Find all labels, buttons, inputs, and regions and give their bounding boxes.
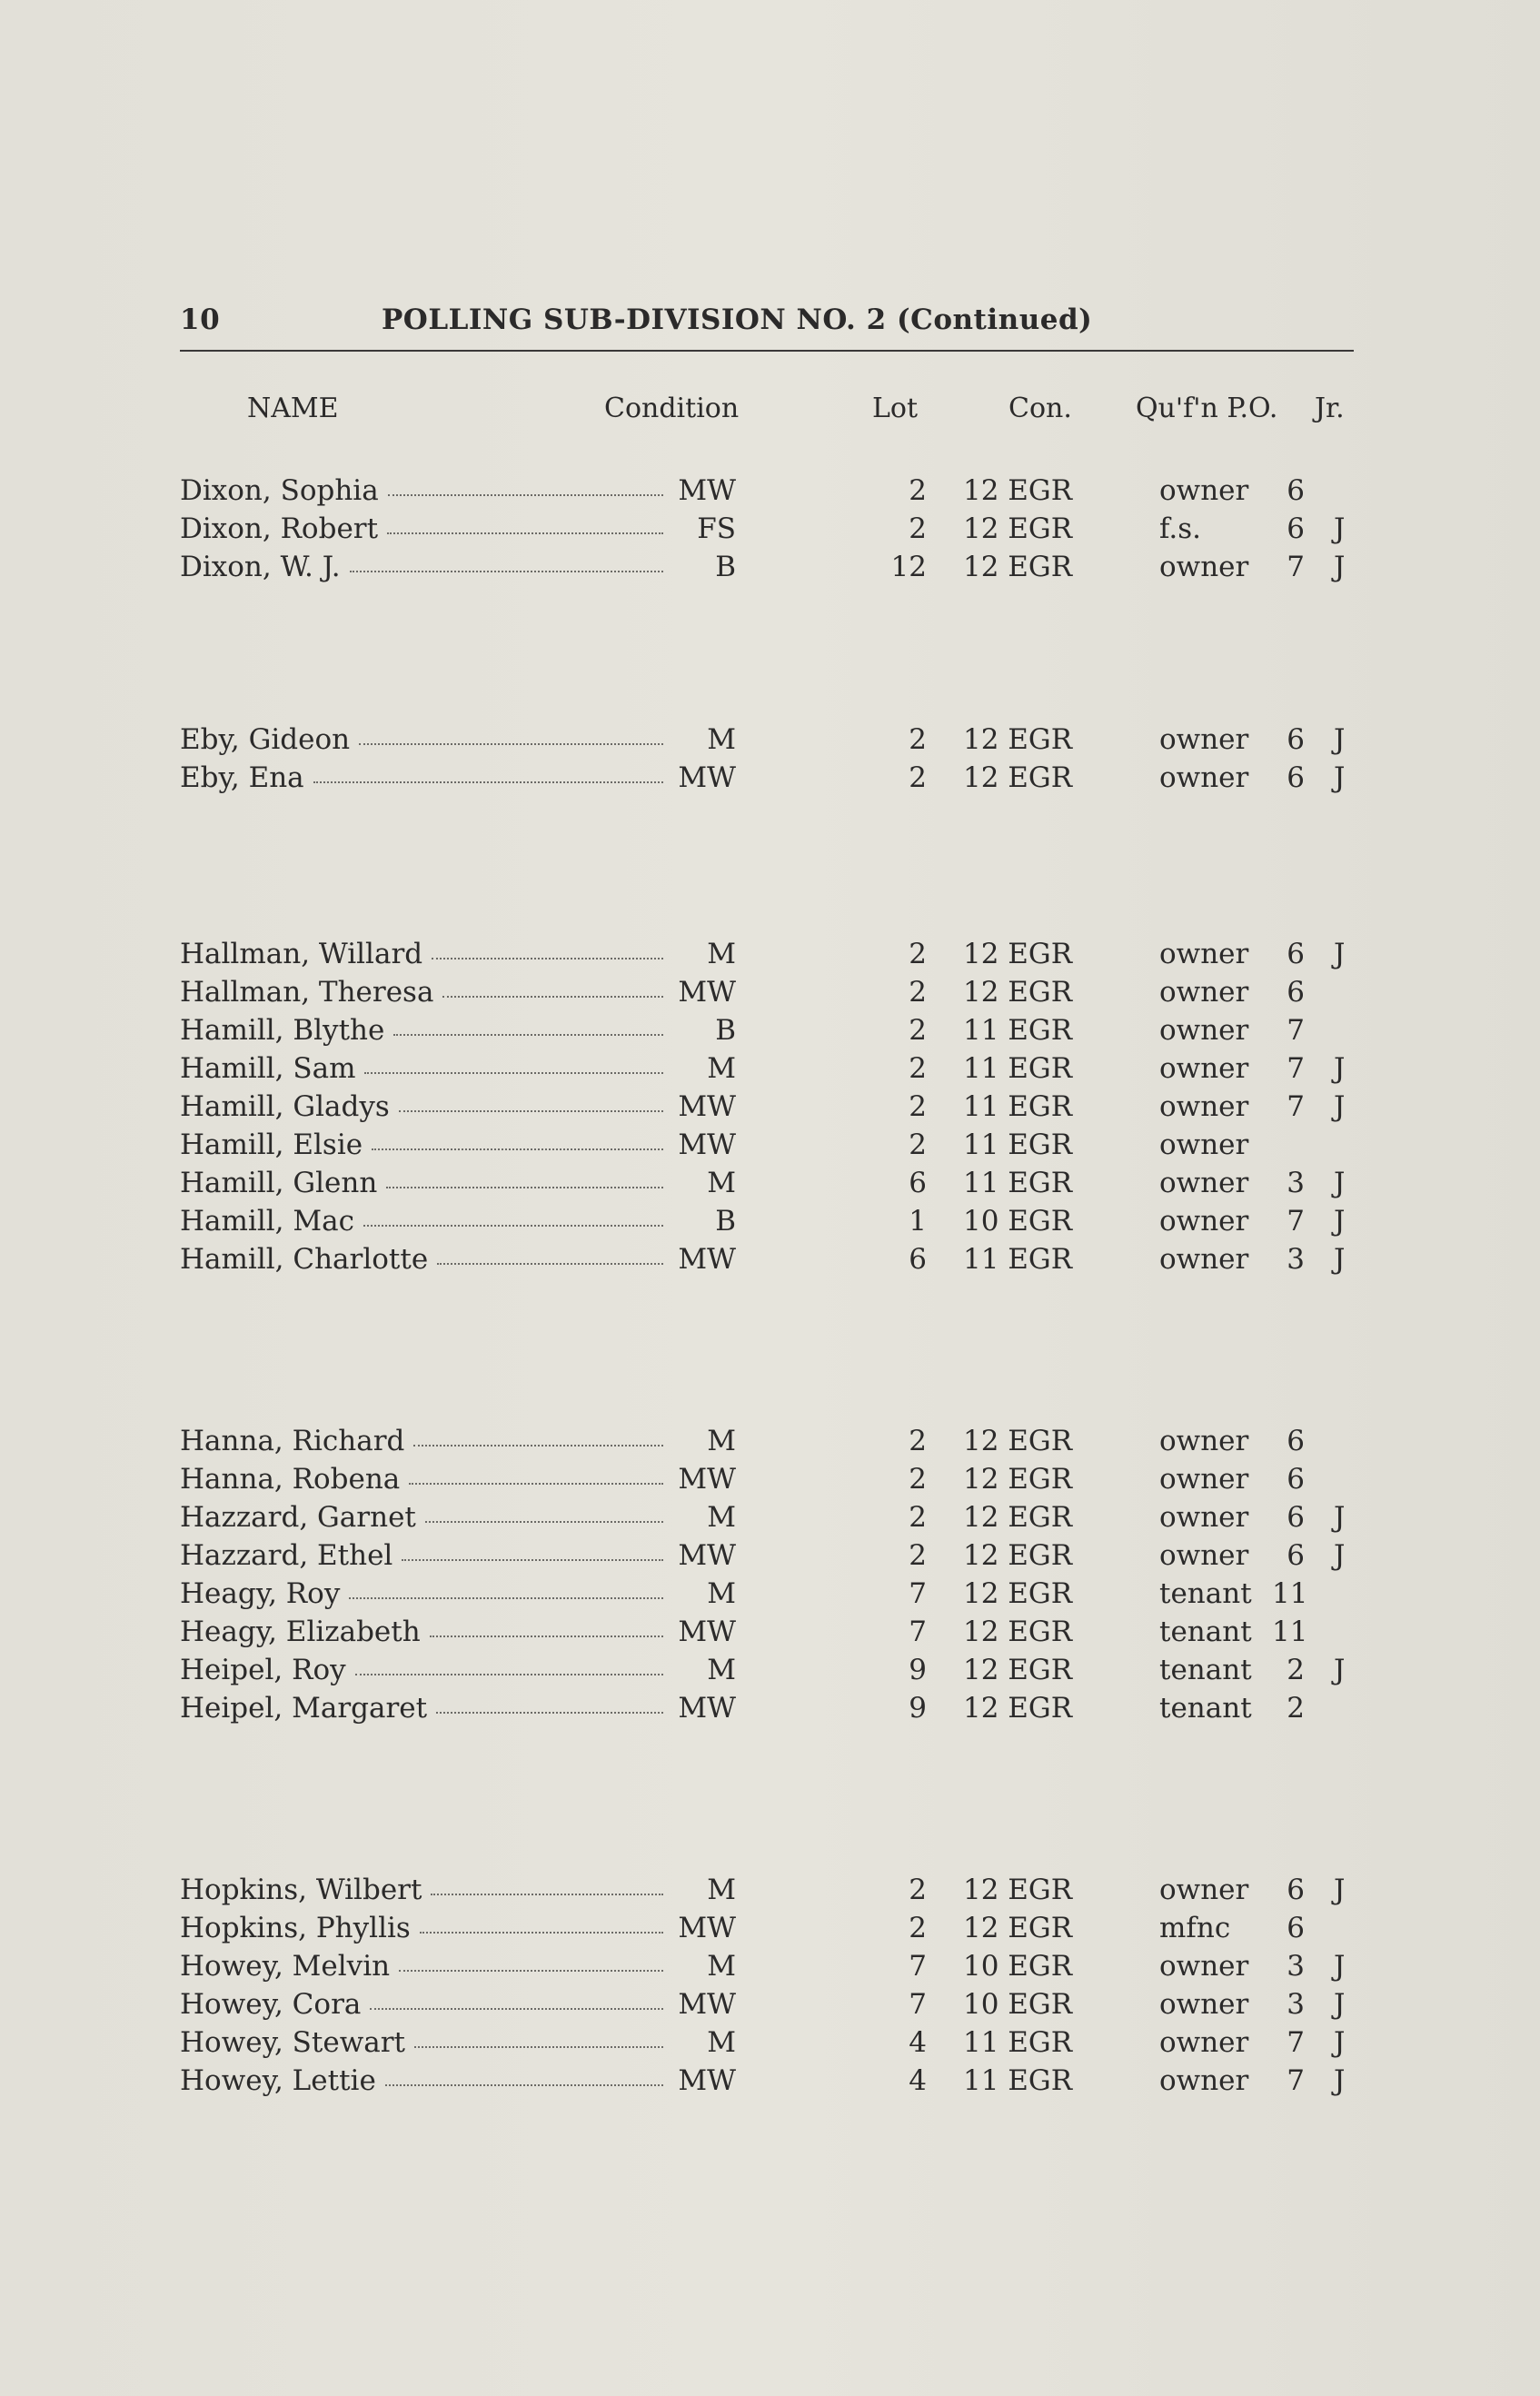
juror-cell: J (1334, 1874, 1346, 1906)
condition-cell: M (707, 1167, 736, 1199)
juror-cell: J (1334, 2064, 1346, 2097)
condition-cell: MW (678, 2064, 736, 2097)
table-row (0, 2064, 1540, 2103)
post-office-cell: 2 (1287, 1692, 1305, 1725)
lot-cell: 2 (909, 1912, 927, 1944)
qualification-cell: owner (1159, 1205, 1249, 1238)
lot-cell: 7 (909, 1950, 927, 1983)
qualification-cell: tenant (1159, 1692, 1252, 1725)
qualification-cell: owner (1159, 1167, 1249, 1199)
voter-name: Howey, Cora (180, 1988, 362, 2021)
condition-cell: M (707, 1950, 736, 1983)
post-office-cell: 3 (1287, 1243, 1305, 1276)
juror-cell: J (1334, 1501, 1346, 1534)
lot-cell: 2 (909, 1539, 927, 1572)
qualification-cell: owner (1159, 1090, 1249, 1123)
juror-cell: J (1334, 1167, 1346, 1199)
lot-cell: 2 (909, 1014, 927, 1047)
condition-cell: B (715, 551, 736, 583)
table-row (0, 1539, 1540, 1577)
lot-cell: 9 (909, 1654, 927, 1686)
lot-cell: 6 (909, 1243, 927, 1276)
qualification-cell: owner (1159, 723, 1249, 756)
voter-name: Howey, Lettie (180, 2064, 376, 2097)
condition-cell: MW (678, 1463, 736, 1496)
post-office-cell: 2 (1287, 1654, 1305, 1686)
table-row (0, 551, 1540, 589)
leader-dots (349, 1577, 663, 1599)
juror-cell: J (1334, 2026, 1346, 2059)
leader-dots (359, 723, 663, 745)
voter-name: Hanna, Richard (180, 1425, 405, 1457)
qualification-cell: owner (1159, 551, 1249, 583)
concession-cell: 10 EGR (963, 1950, 1073, 1983)
juror-cell: J (1334, 551, 1346, 583)
post-office-cell: 7 (1287, 1014, 1305, 1047)
page-title: POLLING SUB-DIVISION NO. 2 (Continued) (382, 303, 1093, 336)
voter-name: Hazzard, Ethel (180, 1539, 393, 1572)
juror-cell: J (1334, 1205, 1346, 1238)
voter-name: Hamill, Sam (180, 1052, 356, 1085)
leader-dots (355, 1654, 663, 1675)
voter-name: Dixon, Robert (180, 512, 379, 545)
qualification-cell: f.s. (1159, 512, 1201, 545)
voter-name: Heagy, Roy (180, 1577, 341, 1610)
column-header-lot: Lot (872, 393, 919, 424)
qualification-cell: tenant (1159, 1577, 1252, 1610)
voter-name: Heipel, Margaret (180, 1692, 428, 1725)
lot-cell: 7 (909, 1577, 927, 1610)
concession-cell: 11 EGR (963, 1128, 1073, 1161)
lot-cell: 4 (909, 2064, 927, 2097)
lot-cell: 1 (909, 1205, 927, 1238)
table-row (0, 761, 1540, 800)
voter-name: Hopkins, Wilbert (180, 1874, 422, 1906)
concession-cell: 11 EGR (963, 1243, 1073, 1276)
lot-cell: 2 (909, 512, 927, 545)
voter-name: Hanna, Robena (180, 1463, 401, 1496)
concession-cell: 12 EGR (963, 1501, 1073, 1534)
condition-cell: B (715, 1014, 736, 1047)
condition-cell: FS (697, 512, 736, 545)
juror-cell: J (1334, 1243, 1346, 1276)
header-rule (180, 350, 1354, 352)
voter-name: Howey, Stewart (180, 2026, 406, 2059)
voter-name: Heagy, Elizabeth (180, 1616, 421, 1648)
concession-cell: 12 EGR (963, 1654, 1073, 1686)
lot-cell: 2 (909, 1052, 927, 1085)
table-row (0, 1128, 1540, 1167)
condition-cell: M (707, 1052, 736, 1085)
post-office-cell: 7 (1287, 2064, 1305, 2097)
post-office-cell: 6 (1287, 1539, 1305, 1572)
leader-dots (313, 761, 663, 783)
table-row (0, 1692, 1540, 1730)
lot-cell: 2 (909, 1463, 927, 1496)
table-row (0, 1205, 1540, 1243)
column-header-qualification-po: Qu'f'n P.O. (1136, 393, 1278, 424)
concession-cell: 10 EGR (963, 1988, 1073, 2021)
voter-name: Eby, Gideon (180, 723, 351, 756)
juror-cell: J (1334, 1052, 1346, 1085)
qualification-cell: owner (1159, 1425, 1249, 1457)
lot-cell: 2 (909, 1128, 927, 1161)
leader-dots (430, 1616, 663, 1637)
concession-cell: 11 EGR (963, 2026, 1073, 2059)
concession-cell: 12 EGR (963, 1692, 1073, 1725)
concession-cell: 12 EGR (963, 1577, 1073, 1610)
page-header (180, 303, 1354, 349)
voter-name: Heipel, Roy (180, 1654, 346, 1686)
voter-name: Hamill, Charlotte (180, 1243, 429, 1276)
post-office-cell: 6 (1287, 1425, 1305, 1457)
voter-name: Howey, Melvin (180, 1950, 391, 1983)
leader-dots (385, 2064, 663, 2086)
table-row (0, 1988, 1540, 2026)
concession-cell: 12 EGR (963, 938, 1073, 970)
qualification-cell: owner (1159, 2064, 1249, 2097)
leader-dots (420, 1912, 663, 1934)
table-row (0, 1874, 1540, 1912)
post-office-cell: 11 (1272, 1577, 1308, 1610)
leader-dots (437, 1243, 663, 1265)
table-row (0, 1501, 1540, 1539)
concession-cell: 12 EGR (963, 474, 1073, 507)
table-row (0, 976, 1540, 1014)
leader-dots (388, 474, 663, 496)
table-row (0, 1616, 1540, 1654)
lot-cell: 2 (909, 1501, 927, 1534)
table-row (0, 1912, 1540, 1950)
condition-cell: M (707, 1425, 736, 1457)
condition-cell: MW (678, 474, 736, 507)
leader-dots (436, 1692, 663, 1714)
condition-cell: MW (678, 1128, 736, 1161)
leader-dots (364, 1052, 663, 1074)
post-office-cell: 3 (1287, 1988, 1305, 2021)
table-row (0, 1243, 1540, 1281)
post-office-cell: 7 (1287, 1052, 1305, 1085)
table-row (0, 1014, 1540, 1052)
condition-cell: M (707, 1501, 736, 1534)
juror-cell: J (1334, 1539, 1346, 1572)
lot-cell: 2 (909, 1874, 927, 1906)
juror-cell: J (1334, 1090, 1346, 1123)
post-office-cell: 3 (1287, 1950, 1305, 1983)
qualification-cell: tenant (1159, 1654, 1252, 1686)
lot-cell: 2 (909, 761, 927, 794)
column-header-name: NAME (247, 393, 339, 424)
condition-cell: M (707, 1874, 736, 1906)
voter-name: Hallman, Willard (180, 938, 423, 970)
leader-dots (431, 1874, 663, 1895)
post-office-cell: 6 (1287, 938, 1305, 970)
leader-dots (393, 1014, 663, 1036)
table-row (0, 1052, 1540, 1090)
qualification-cell: owner (1159, 2026, 1249, 2059)
concession-cell: 12 EGR (963, 1425, 1073, 1457)
voter-name: Dixon, W. J. (180, 551, 341, 583)
concession-cell: 11 EGR (963, 2064, 1073, 2097)
post-office-cell: 6 (1287, 761, 1305, 794)
qualification-cell: owner (1159, 1128, 1249, 1161)
juror-cell: J (1334, 1950, 1346, 1983)
post-office-cell: 7 (1287, 1205, 1305, 1238)
leader-dots (442, 976, 663, 998)
leader-dots (413, 1425, 663, 1447)
concession-cell: 12 EGR (963, 551, 1073, 583)
concession-cell: 12 EGR (963, 1874, 1073, 1906)
condition-cell: MW (678, 1090, 736, 1123)
table-row (0, 512, 1540, 551)
page-number: 10 (180, 303, 221, 336)
qualification-cell: owner (1159, 1874, 1249, 1906)
concession-cell: 12 EGR (963, 1463, 1073, 1496)
qualification-cell: owner (1159, 938, 1249, 970)
condition-cell: MW (678, 1912, 736, 1944)
leader-dots (370, 1988, 663, 2010)
leader-dots (432, 938, 663, 959)
qualification-cell: owner (1159, 1988, 1249, 2021)
post-office-cell: 3 (1287, 1167, 1305, 1199)
qualification-cell: owner (1159, 1014, 1249, 1047)
concession-cell: 12 EGR (963, 1616, 1073, 1648)
leader-dots (372, 1128, 663, 1150)
qualification-cell: owner (1159, 474, 1249, 507)
leader-dots (402, 1539, 663, 1561)
post-office-cell: 7 (1287, 1090, 1305, 1123)
lot-cell: 12 (890, 551, 927, 583)
condition-cell: M (707, 2026, 736, 2059)
qualification-cell: owner (1159, 1501, 1249, 1534)
post-office-cell: 6 (1287, 976, 1305, 1009)
lot-cell: 2 (909, 1090, 927, 1123)
qualification-cell: owner (1159, 1243, 1249, 1276)
condition-cell: M (707, 723, 736, 756)
qualification-cell: owner (1159, 976, 1249, 1009)
table-row (0, 938, 1540, 976)
condition-cell: MW (678, 761, 736, 794)
condition-cell: MW (678, 1539, 736, 1572)
post-office-cell: 11 (1272, 1616, 1308, 1648)
concession-cell: 11 EGR (963, 1014, 1073, 1047)
table-row (0, 1090, 1540, 1128)
qualification-cell: owner (1159, 1052, 1249, 1085)
column-header-con: Con. (1008, 393, 1072, 424)
juror-cell: J (1334, 1654, 1346, 1686)
condition-cell: MW (678, 1243, 736, 1276)
concession-cell: 12 EGR (963, 761, 1073, 794)
lot-cell: 9 (909, 1692, 927, 1725)
concession-cell: 12 EGR (963, 512, 1073, 545)
post-office-cell: 6 (1287, 474, 1305, 507)
table-row (0, 1463, 1540, 1501)
lot-cell: 4 (909, 2026, 927, 2059)
concession-cell: 12 EGR (963, 723, 1073, 756)
juror-cell: J (1334, 512, 1346, 545)
lot-cell: 6 (909, 1167, 927, 1199)
voter-name: Hazzard, Garnet (180, 1501, 416, 1534)
juror-cell: J (1334, 723, 1346, 756)
post-office-cell: 6 (1287, 1874, 1305, 1906)
qualification-cell: mfnc (1159, 1912, 1231, 1944)
leader-dots (386, 1167, 663, 1188)
column-header-jr: Jr. (1315, 393, 1345, 424)
table-row (0, 1654, 1540, 1692)
leader-dots (363, 1205, 663, 1227)
juror-cell: J (1334, 1988, 1346, 2021)
voter-name: Eby, Ena (180, 761, 304, 794)
post-office-cell: 6 (1287, 723, 1305, 756)
leader-dots (399, 1090, 663, 1112)
voter-name: Hamill, Glenn (180, 1167, 378, 1199)
qualification-cell: owner (1159, 1463, 1249, 1496)
concession-cell: 12 EGR (963, 976, 1073, 1009)
voter-name: Hopkins, Phyllis (180, 1912, 411, 1944)
condition-cell: B (715, 1205, 736, 1238)
post-office-cell: 7 (1287, 551, 1305, 583)
qualification-cell: owner (1159, 761, 1249, 794)
concession-cell: 11 EGR (963, 1167, 1073, 1199)
post-office-cell: 6 (1287, 512, 1305, 545)
voter-name: Hallman, Theresa (180, 976, 434, 1009)
condition-cell: M (707, 1577, 736, 1610)
condition-cell: MW (678, 1692, 736, 1725)
lot-cell: 2 (909, 474, 927, 507)
post-office-cell: 6 (1287, 1463, 1305, 1496)
concession-cell: 12 EGR (963, 1539, 1073, 1572)
table-row (0, 474, 1540, 512)
column-header-condition: Condition (604, 393, 740, 424)
condition-cell: MW (678, 976, 736, 1009)
concession-cell: 11 EGR (963, 1052, 1073, 1085)
lot-cell: 7 (909, 1616, 927, 1648)
post-office-cell: 7 (1287, 2026, 1305, 2059)
lot-cell: 2 (909, 976, 927, 1009)
concession-cell: 11 EGR (963, 1090, 1073, 1123)
condition-cell: M (707, 1654, 736, 1686)
table-row (0, 1167, 1540, 1205)
voter-name: Hamill, Blythe (180, 1014, 385, 1047)
post-office-cell: 6 (1287, 1501, 1305, 1534)
condition-cell: MW (678, 1988, 736, 2021)
table-row (0, 2026, 1540, 2064)
qualification-cell: owner (1159, 1950, 1249, 1983)
leader-dots (350, 551, 663, 572)
lot-cell: 2 (909, 938, 927, 970)
qualification-cell: owner (1159, 1539, 1249, 1572)
post-office-cell: 6 (1287, 1912, 1305, 1944)
voter-name: Dixon, Sophia (180, 474, 379, 507)
leader-dots (414, 2026, 663, 2048)
leader-dots (399, 1950, 663, 1972)
qualification-cell: tenant (1159, 1616, 1252, 1648)
table-row (0, 1950, 1540, 1988)
condition-cell: M (707, 938, 736, 970)
voter-name: Hamill, Mac (180, 1205, 354, 1238)
juror-cell: J (1334, 761, 1346, 794)
concession-cell: 12 EGR (963, 1912, 1073, 1944)
concession-cell: 10 EGR (963, 1205, 1073, 1238)
leader-dots (409, 1463, 663, 1485)
condition-cell: MW (678, 1616, 736, 1648)
lot-cell: 7 (909, 1988, 927, 2021)
lot-cell: 2 (909, 1425, 927, 1457)
table-row (0, 1577, 1540, 1616)
voter-name: Hamill, Gladys (180, 1090, 390, 1123)
table-row (0, 723, 1540, 761)
juror-cell: J (1334, 938, 1346, 970)
voter-name: Hamill, Elsie (180, 1128, 363, 1161)
leader-dots (425, 1501, 663, 1523)
table-row (0, 1425, 1540, 1463)
leader-dots (387, 512, 663, 534)
lot-cell: 2 (909, 723, 927, 756)
